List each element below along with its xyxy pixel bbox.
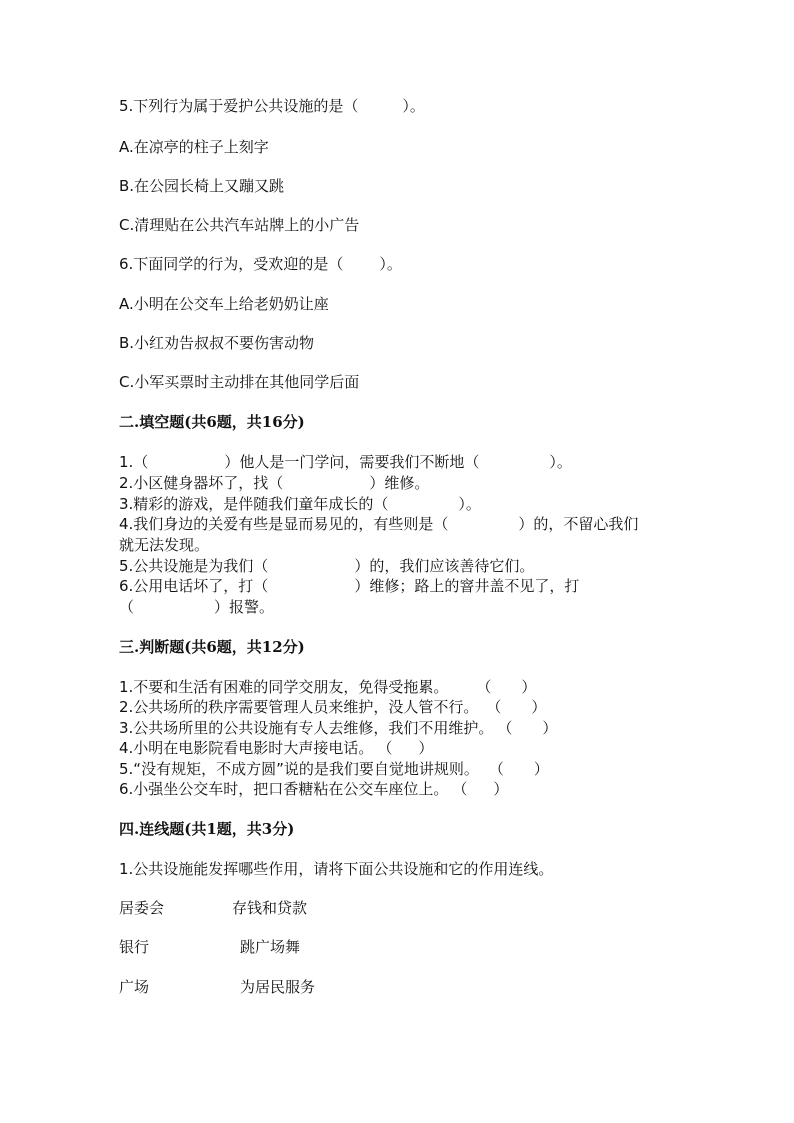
option-5c[interactable]: C.清理贴在公共汽车站牌上的小广告: [119, 216, 360, 234]
match-right-item[interactable]: 存钱和贷款: [232, 899, 308, 917]
match-left-item[interactable]: 银行: [119, 938, 150, 956]
fill-question-4-cont: 就无法发现。: [119, 536, 210, 554]
section-heading-fill: 二.填空题(共6题，共16分): [119, 413, 305, 431]
match-right-item[interactable]: 跳广场舞: [240, 938, 301, 956]
section-heading-match: 四.连线题(共1题，共3分): [119, 820, 295, 838]
fill-question-1: 1.（ ）他人是一门学问，需要我们不断地（ ）。: [119, 453, 572, 471]
option-6b[interactable]: B.小红劝告叔叔不要伤害动物: [119, 334, 315, 352]
match-left-item[interactable]: 广场: [119, 978, 150, 996]
judge-question-6: 6.小强坐公交车时，把口香糖粘在公交车座位上。 （ ）: [119, 780, 509, 798]
fill-question-3: 3.精彩的游戏，是伴随我们童年成长的（ ）。: [119, 495, 481, 513]
mc-question-6: 6.下面同学的行为，受欢迎的是（ ）。: [119, 255, 402, 273]
judge-question-1: 1.不要和生活有困难的同学交朋友，免得受拖累。 （ ）: [119, 678, 537, 696]
fill-question-4: 4.我们身边的关爱有些是显而易见的，有些则是（ ）的，不留心我们: [119, 515, 639, 533]
judge-question-4: 4.小明在电影院看电影时大声接电话。 （ ）: [119, 739, 434, 757]
option-5a[interactable]: A.在凉亭的柱子上刻字: [119, 138, 269, 156]
fill-question-6-cont: （ ）报警。: [119, 598, 275, 616]
option-5b[interactable]: B.在公园长椅上又蹦又跳: [119, 177, 285, 195]
fill-question-6: 6.公用电话坏了，打（ ）维修；路上的窨井盖不见了，打: [119, 577, 580, 595]
mc-question-5: 5.下列行为属于爱护公共设施的是（ ）。: [119, 97, 425, 115]
section-heading-judge: 三.判断题(共6题，共12分): [119, 638, 305, 656]
match-left-item[interactable]: 居委会: [119, 899, 165, 917]
fill-question-2: 2.小区健身器坏了，找（ ）维修。: [119, 474, 430, 492]
judge-question-3: 3.公共场所里的公共设施有专人去维修，我们不用维护。 （ ）: [119, 719, 558, 737]
fill-question-5: 5.公共设施是为我们（ ）的，我们应该善待它们。: [119, 557, 535, 575]
match-prompt: 1.公共设施能发挥哪些作用，请将下面公共设施和它的作用连线。: [119, 860, 554, 878]
option-6a[interactable]: A.小明在公交车上给老奶奶让座: [119, 295, 329, 313]
judge-question-5: 5.“没有规矩，不成方圆”说的是我们要自觉地讲规则。 （ ）: [119, 760, 549, 778]
judge-question-2: 2.公共场所的秩序需要管理人员来维护，没人管不行。 （ ）: [119, 698, 547, 716]
match-right-item[interactable]: 为居民服务: [240, 978, 316, 996]
option-6c[interactable]: C.小军买票时主动排在其他同学后面: [119, 373, 360, 391]
